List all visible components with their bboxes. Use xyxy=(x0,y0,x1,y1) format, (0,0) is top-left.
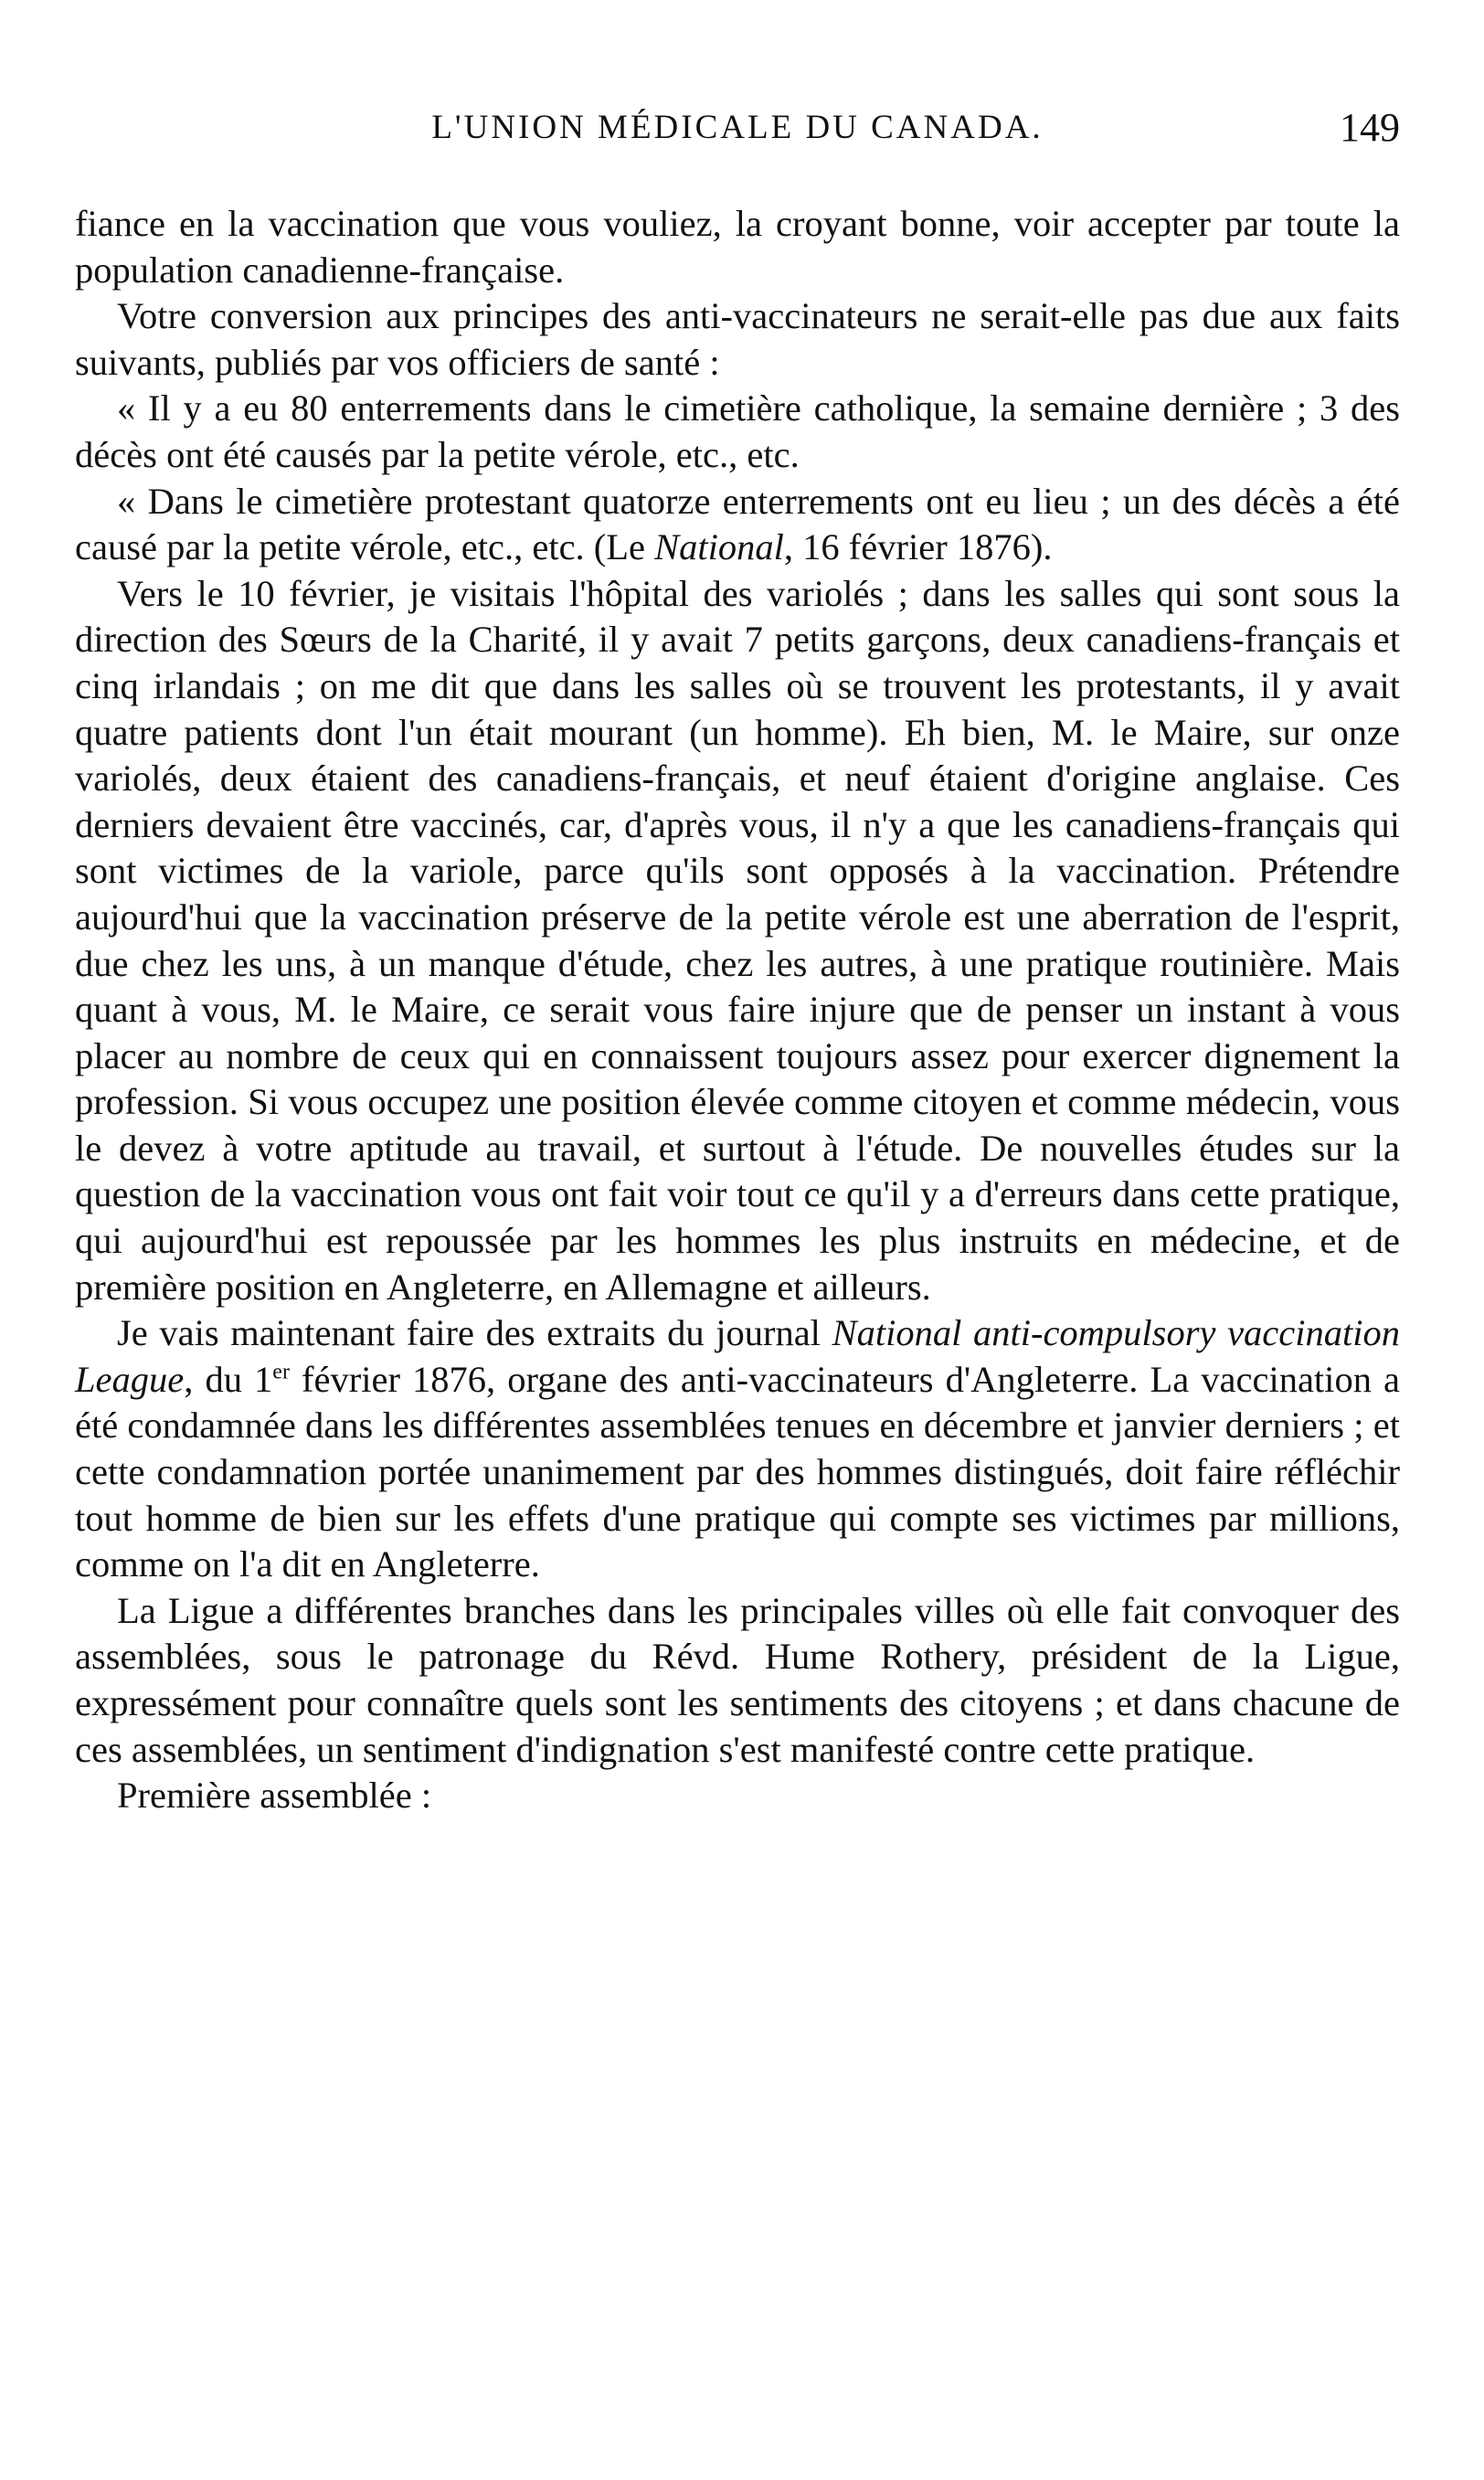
page-number: 149 xyxy=(1340,105,1400,150)
paragraph-3-quote: « Il y a eu 80 enterrements dans le cimetière catholique, la semaine dernière ; 3 des décès ont été causés par la petite vérole, etc., etc. xyxy=(75,387,1400,475)
paragraph-4-quote xyxy=(75,479,1400,571)
paragraph-8: Première assemblée : xyxy=(117,1775,432,1817)
paragraph-6-text-b: , du 1 xyxy=(184,1358,273,1400)
paragraph-6-journal-title: National anti-compulsory vaccination League xyxy=(75,1312,1400,1400)
running-title: L'UNION MÉDICALE DU CANADA. xyxy=(431,109,1044,146)
paragraph-6-text-c: février 1876, organe des anti-vaccinateurs d'Angleterre. La vaccination a été condamnée dans les différentes assemblées tenues en décembre et janvier derniers ; et cette condamnation portée unanimement par des hommes distingués, doit faire réfléchir tout homme de bien sur les effets d'une pratique qui compte ses victimes par millions, comme on l'a dit en Angleterre. xyxy=(75,1358,1401,1585)
paragraph-2: Votre conversion aux principes des anti-vaccinateurs ne serait-elle pas due aux faits suivants, publiés par vos officiers de santé : xyxy=(75,295,1400,383)
paragraph-4-text-b: , 16 février 1876). xyxy=(783,526,1053,568)
paragraph-6 xyxy=(75,1310,1400,1588)
paragraph-5: Vers le 10 février, je visitais l'hôpital des variolés ; dans les salles qui sont sous la direction des Sœurs de la Charité, il y avait 7 petits garçons, deux canadiens-français et cinq irlandais ; on me dit que dans les salles où se trouvent les protestants, il y avait quatre patients dont l'un était mourant (un homme). Eh bien, M. le Maire, sur onze variolés, deux étaient des canadiens-français, et neuf étaient d'origine anglaise. Ces derniers devaient être vaccinés, car, d'après vous, il n'y a que les canadiens-français qui sont victimes de la variole, parce qu'ils sont opposés à la vaccination. Prétendre aujourd'hui que la vaccination préserve de la petite vérole est une aberration de l'esprit, due chez les uns, à un manque d'étude, chez les autres, à une pratique routinière. Mais quant à vous, M. le Maire, ce serait vous faire injure que de penser un instant à vous placer au nombre de ceux qui en connaissent toujours assez pour exercer dignement la profession. Si vous occupez une position élevée comme citoyen et comme médecin, vous le devez à votre aptitude au travail, et surtout à l'étude. De nouvelles études sur la question de la vaccination vous ont fait voir tout ce qu'il y a d'erreurs dans cette pratique, qui aujourd'hui est repoussée par les hommes les plus instruits en médecine, et de première position en Angleterre, en Allemagne et ailleurs. xyxy=(75,572,1400,1308)
paragraph-6-text-a: Je vais maintenant faire des extraits du journal xyxy=(117,1312,832,1354)
page xyxy=(75,105,1401,1819)
body-text xyxy=(75,201,1400,1819)
paragraph-7: La Ligue a différentes branches dans les principales villes où elle fait convoquer des assemblées, sous le patronage du Révd. Hume Rothery, président de la Ligue, expressément pour connaître quels sont les sentiments des citoyens ; et dans chacune de ces assemblées, un sentiment d'indignation s'est manifesté contre cette pratique. xyxy=(75,1589,1400,1770)
running-head xyxy=(75,105,1400,163)
paragraph-6-superscript: er xyxy=(272,1360,290,1384)
paragraph-4-journal-title: National xyxy=(654,526,784,568)
paragraph-1: fiance en la vaccination que vous vouliez, la croyant bonne, voir accepter par toute la population canadienne-française. xyxy=(75,203,1400,291)
paragraph-4-text-a: « Dans le cimetière protestant quatorze enterrements ont eu lieu ; un des décès a été causé par la petite vérole, etc., etc. (Le xyxy=(75,480,1400,568)
